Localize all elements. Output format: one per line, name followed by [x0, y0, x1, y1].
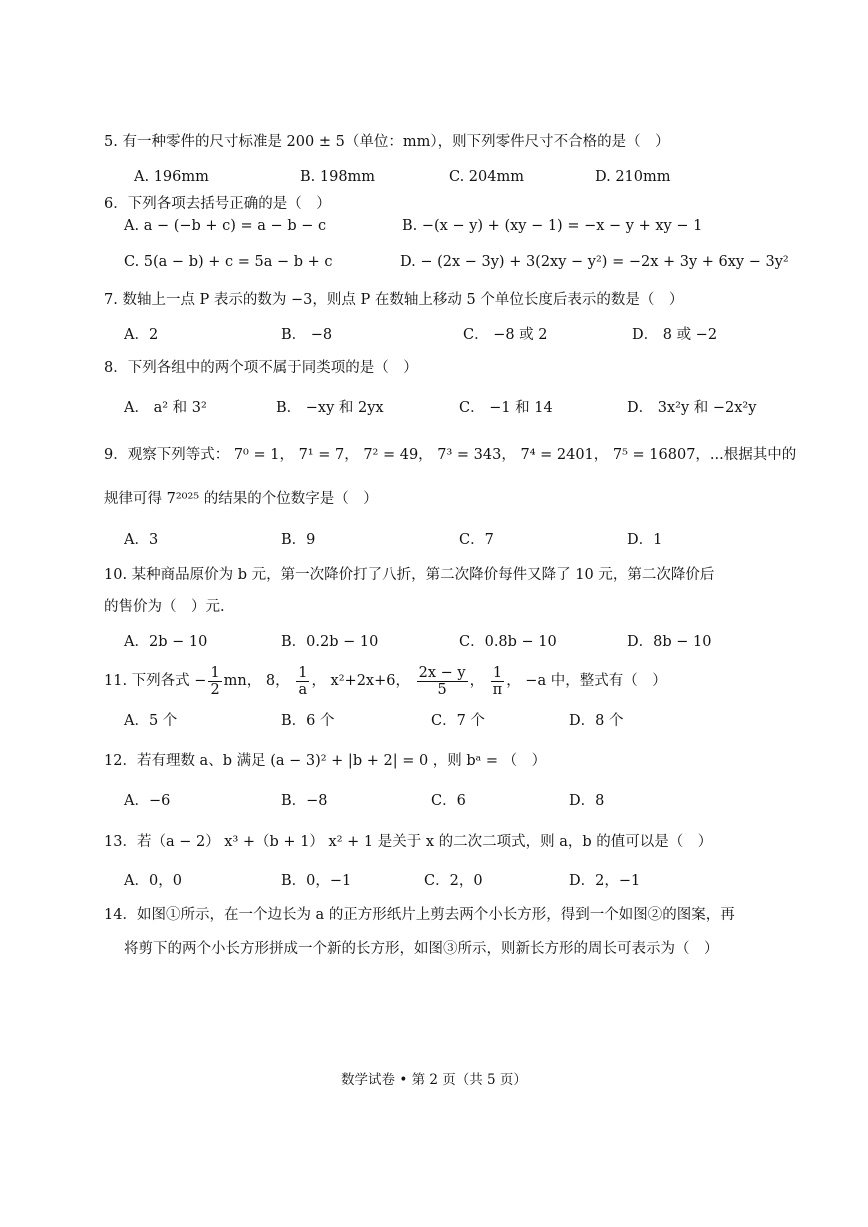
- q11-fraction-one-over-pi: [491, 665, 505, 698]
- q11-stem: [104, 662, 667, 700]
- q11-frac1-denominator: 2: [210, 681, 220, 698]
- q6-option-b: B. −(x − y) + (xy − 1) = −x − y + xy − 1: [402, 218, 703, 234]
- q6-option-a: A. a − (−b + c) = a − b − c: [124, 218, 327, 234]
- q5-stem: 5. 有一种零件的尺寸标准是 200 ± 5（单位：mm），则下列零件尺寸不合格的是（ ）: [104, 134, 670, 150]
- q11-frac2-numerator: 1: [298, 664, 308, 681]
- q11-frac4-denominator: π: [492, 681, 503, 698]
- q12-option-b: B．−8: [281, 793, 328, 809]
- q7-option-d: D． 8 或 −2: [632, 327, 718, 343]
- q8-option-d: D． 3x²y 和 −2x²y: [627, 400, 757, 416]
- q11-option-a: A．5 个: [124, 713, 178, 729]
- q13-option-d: D．2，−1: [569, 873, 641, 889]
- q8-stem: 8．下列各组中的两个项不属于同类项的是（ ）: [104, 360, 418, 376]
- q11-fraction-one-over-a: [296, 665, 309, 698]
- q11-option-b: B．6 个: [281, 713, 335, 729]
- q11-part3: ，: [469, 673, 485, 689]
- q11-part1: mn， 8，: [223, 673, 290, 689]
- q11-fraction-half: [208, 665, 221, 698]
- q10-option-b: B．0.2b − 10: [281, 634, 379, 650]
- q12-stem: 12．若有理数 a、b 满足 (a − 3)² + |b + 2| = 0 ，则 bᵃ = （ ）: [104, 753, 547, 769]
- q11-frac3-denominator: 5: [437, 681, 447, 698]
- q12-option-d: D．8: [569, 793, 605, 809]
- q8-option-a: A． a² 和 3²: [124, 400, 207, 416]
- q8-option-b: B． −xy 和 2yx: [276, 400, 384, 416]
- q13-option-a: A．0，0: [124, 873, 182, 889]
- q5-option-c: C. 204mm: [449, 169, 524, 185]
- q10-option-c: C．0.8b − 10: [459, 634, 557, 650]
- q13-option-b: B．0，−1: [281, 873, 352, 889]
- q5-option-b: B. 198mm: [300, 169, 376, 185]
- q9-option-c: C．7: [459, 532, 494, 548]
- q7-option-a: A．2: [124, 327, 159, 343]
- q11-frac2-denominator: a: [298, 681, 308, 698]
- page-footer: 数学试卷 • 第 2 页（共 5 页）: [341, 1072, 527, 1088]
- q10-option-a: A．2b − 10: [124, 634, 208, 650]
- q11-option-d: D．8 个: [569, 713, 624, 729]
- q12-option-c: C．6: [431, 793, 466, 809]
- q11-frac1-numerator: 1: [210, 664, 220, 681]
- q11-part2: ， x²+2x+6，: [311, 673, 410, 689]
- q9-option-b: B．9: [281, 532, 316, 548]
- q7-stem: 7. 数轴上一点 P 表示的数为 −3，则点 P 在数轴上移动 5 个单位长度后表示的数是（ ）: [104, 292, 684, 308]
- q9-stem-line2: 规律可得 7²⁰²⁵ 的结果的个位数字是（ ）: [104, 491, 378, 507]
- q11-frac3-numerator: 2x − y: [418, 664, 466, 681]
- q6-option-c: C. 5(a − b) + c = 5a − b + c: [124, 254, 333, 270]
- q5-option-d: D. 210mm: [595, 169, 671, 185]
- q11-part4: ， −a 中，整式有（ ）: [506, 673, 667, 689]
- q12-option-a: A．−6: [124, 793, 171, 809]
- q9-option-d: D．1: [627, 532, 663, 548]
- q14-stem-line2: 将剪下的两个小长方形拼成一个新的长方形，如图③所示，则新长方形的周长可表示为（ ）: [124, 941, 719, 957]
- q13-stem: 13．若（a − 2） x³ +（b + 1） x² + 1 是关于 x 的二次二项式，则 a，b 的值可以是（ ）: [104, 834, 713, 850]
- q10-stem-line2: 的售价为（ ）元.: [104, 599, 225, 615]
- q8-option-c: C． −1 和 14: [459, 400, 553, 416]
- q11-option-c: C．7 个: [431, 713, 485, 729]
- q7-option-c: C． −8 或 2: [463, 327, 548, 343]
- q11-frac4-numerator: 1: [491, 665, 505, 682]
- q14-stem-line1: 14．如图①所示，在一个边长为 a 的正方形纸片上剪去两个小长方形，得到一个如图②的图案，再: [104, 907, 735, 923]
- q10-option-d: D．8b − 10: [627, 634, 712, 650]
- q5-option-a: A. 196mm: [134, 169, 209, 185]
- q9-stem-line1: 9．观察下列等式： 7⁰ = 1， 7¹ = 7， 7² = 49， 7³ = 343， 7⁴ = 2401， 7⁵ = 16807，...根据其中的: [104, 447, 797, 463]
- q11-stem-prefix: 11. 下列各式 −: [104, 673, 207, 689]
- q7-option-b: B． −8: [281, 327, 333, 343]
- q13-option-c: C．2，0: [424, 873, 483, 889]
- q11-fraction-2x-y-over-5: [417, 665, 468, 698]
- q9-option-a: A．3: [124, 532, 159, 548]
- q10-stem-line1: 10. 某种商品原价为 b 元，第一次降价打了八折，第二次降价每件又降了 10 元，第二次降价后: [104, 567, 715, 583]
- q6-stem: 6．下列各项去括号正确的是（ ）: [104, 196, 331, 212]
- q6-option-d: D. − (2x − 3y) + 3(2xy − y²) = −2x + 3y + 6xy − 3y²: [400, 254, 789, 270]
